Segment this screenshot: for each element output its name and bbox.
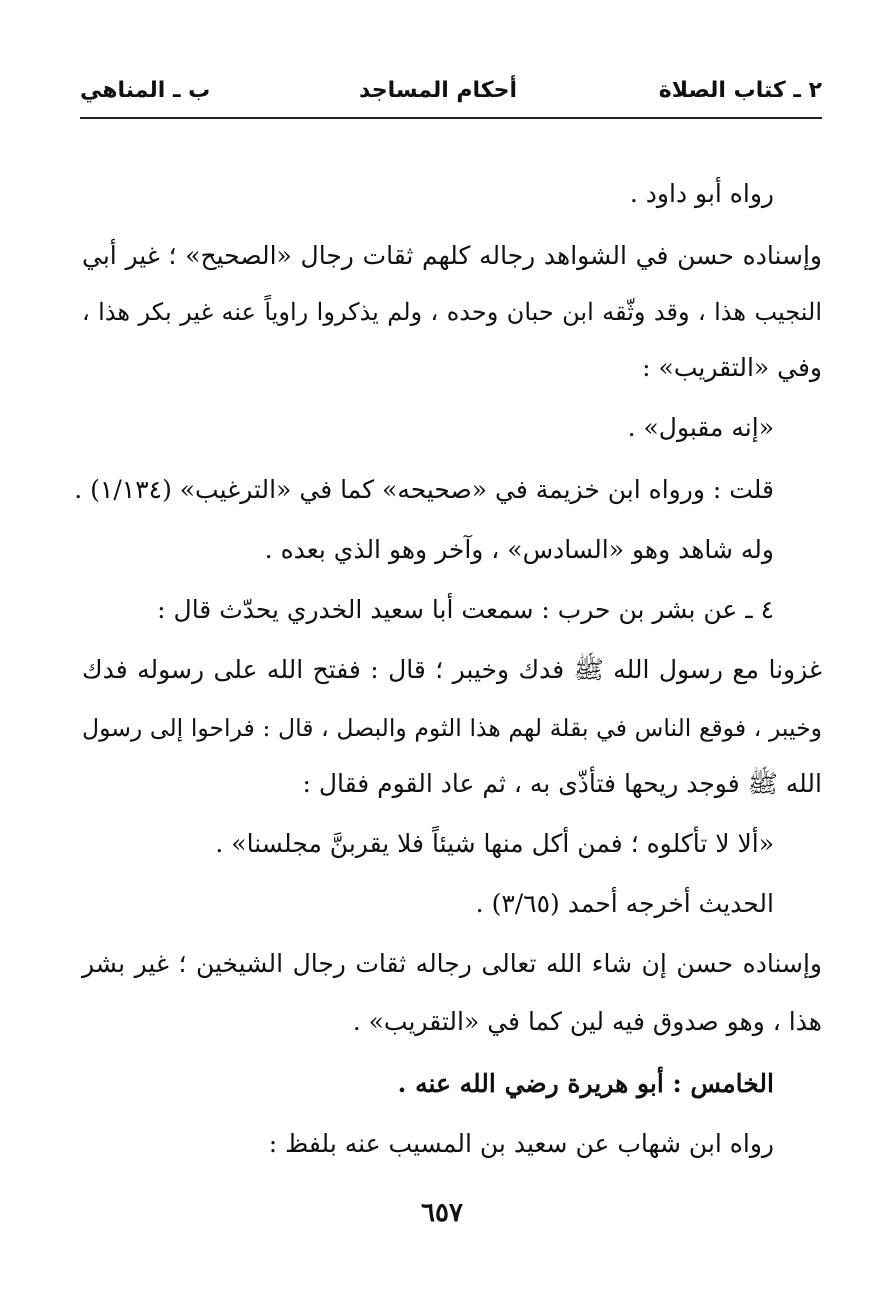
header-divider xyxy=(80,117,822,119)
running-header xyxy=(80,78,822,114)
text-line-8: ٤ ـ عن بشر بن حرب : سمعت أبا سعيد الخدري يحدّث قال : xyxy=(157,595,774,624)
text-line-5: «إنه مقبول» . xyxy=(627,413,774,442)
header-subsection: ب ـ المناهي xyxy=(80,78,211,103)
text-line-2: وإسناده حسن في الشواهد رجاله كلهم ثقات رجال «الصحيح» ؛ غير أبي xyxy=(82,241,822,270)
header-chapter: ٢ ـ كتاب الصلاة xyxy=(658,78,822,103)
text-line-9: غزونا مع رسول الله ﷺ فدك وخيبر ؛ قال : ففتح الله على رسوله فدك xyxy=(82,655,822,684)
text-line-11: الله ﷺ فوجد ريحها فتأذّى به ، ثم عاد القوم فقال : xyxy=(302,769,822,798)
text-line-4: وفي «التقريب» : xyxy=(642,353,822,382)
text-line-1: رواه أبو داود . xyxy=(629,179,774,208)
text-line-13: الحديث أخرجه أحمد (٣/٦٥) . xyxy=(475,889,774,918)
text-line-14: وإسناده حسن إن شاء الله تعالى رجاله ثقات رجال الشيخين ؛ غير بشر xyxy=(82,949,822,978)
text-line-3: النجيب هذا ، وقد وثّقه ابن حبان وحده ، ولم يذكروا راوياً عنه غير بكر هذا ، xyxy=(82,298,822,326)
header-section: أحكام المساجد xyxy=(359,78,517,103)
text-line-12: «ألا لا تأكلوه ؛ فمن أكل منها شيئاً فلا يقربنَّ مجلسنا» . xyxy=(215,829,774,858)
text-line-15: هذا ، وهو صدوق فيه لين كما في «التقريب» . xyxy=(352,1007,822,1036)
text-line-10: وخيبر ، فوقع الناس في بقلة لهم هذا الثوم والبصل ، قال : فراحوا إلى رسول xyxy=(82,714,822,742)
text-line-6: قلت : ورواه ابن خزيمة في «صحيحه» كما في «الترغيب» (١/١٣٤) . xyxy=(74,475,774,504)
text-line-16: الخامس : أبو هريرة رضي الله عنه . xyxy=(397,1069,774,1098)
page-number: ٦٥٧ xyxy=(421,1198,463,1228)
text-line-7: وله شاهد وهو «السادس» ، وآخر وهو الذي بعده . xyxy=(264,535,774,564)
text-line-17: رواه ابن شهاب عن سعيد بن المسيب عنه بلفظ : xyxy=(268,1129,774,1158)
